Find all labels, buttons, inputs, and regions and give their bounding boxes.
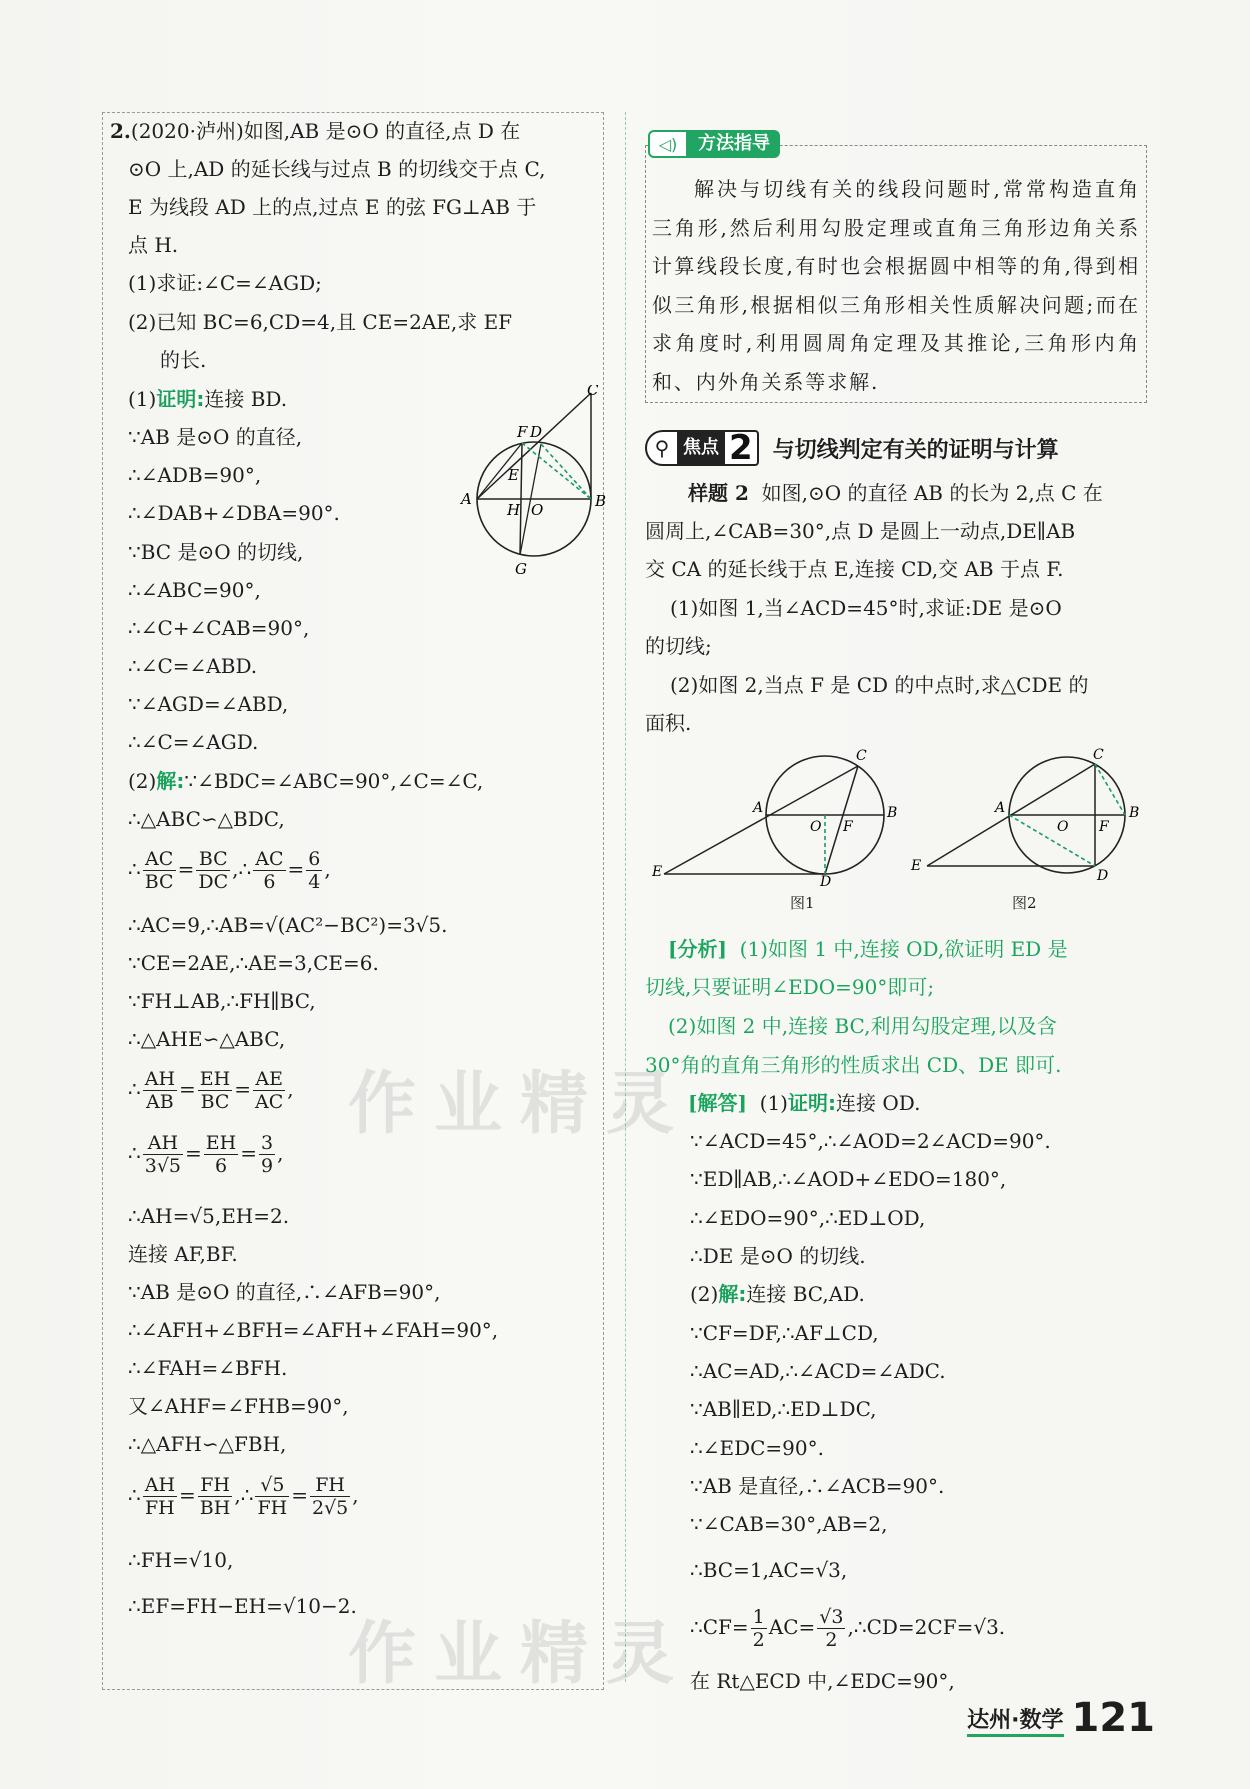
answer-fraction-line: ∴CF= $\frac{1}{2}$ AC= $\frac{√3}{2}$ ,∴CD=2CF=√3. [690,1606,1006,1651]
solution-line: ∴△ABC∽△BDC, [128,807,285,831]
svg-text:C: C [587,385,599,399]
figure-1-caption: 图1 [790,894,815,912]
analysis-line: 30°角的直角三角形的性质求出 CD、DE 即可. [645,1053,1062,1077]
example-label: 样题 2 [688,481,749,505]
solution-line: ∵FH⊥AB,∴FH∥BC, [128,989,316,1013]
focus-header [645,430,1059,466]
question-number: 2. [110,119,131,143]
answer-line: ∴AC=AD,∴∠ACD=∠ADC. [690,1359,946,1383]
analysis-line: [分析] (1)如图 1 中,连接 OD,欲证明 ED 是 [668,937,1068,961]
svg-text:A: A [995,800,1006,816]
method-guide-tag [648,128,786,160]
answer-line: ∴∠EDO=90°,∴ED⊥OD, [690,1206,926,1230]
focus-badge [645,430,759,466]
answer-line: ∵ED∥AB,∴∠AOD+∠EDO=180°, [690,1167,1007,1191]
figure-2 [905,748,1150,888]
figure-2-caption: 图2 [1012,894,1037,912]
focus-badge-label: 焦点 [677,432,725,464]
solution-line: ∴∠C=∠ABD. [128,654,258,678]
solution-line: ∴△AFH∽△FBH, [128,1432,287,1456]
question-part-2: (2)已知 BC=6,CD=4,且 CE=2AE,求 EF [128,310,513,334]
magnifier-icon: ⚲ [654,436,670,460]
solution-line: ∵AB 是⊙O 的直径, [128,425,303,449]
solution-line: ∵∠AGD=∠ABD, [128,692,289,716]
example-line: 交 CA 的延长线于点 E,连接 CD,交 AB 于点 F. [645,557,1064,581]
svg-text:F: F [517,423,528,441]
focus-number: 2 [729,428,753,468]
svg-text:E: E [652,864,663,880]
method-guide-label: 方法指导 [688,130,780,158]
focus-title: 与切线判定有关的证明与计算 [772,437,1059,463]
watermark: 作业精灵 [348,1065,693,1144]
fraction-line-4: ∴ $\frac{AH}{FH}$ = $\frac{FH}{BH}$ ,∴ $\frac{√5}{FH}$ = $\frac{FH}{2√5}$ , [128,1474,359,1519]
svg-text:C: C [856,748,867,764]
svg-text:O: O [1057,819,1069,835]
column-divider [625,112,626,1682]
solution-line: 又∠AHF=∠FHB=90°, [128,1394,349,1418]
fraction-line-3: ∴ $\frac{AH}{3√5}$ = $\frac{EH}{6}$ = $\frac{3}{9}$ , [128,1132,284,1177]
answer-line: ∵AB∥ED,∴ED⊥DC, [690,1397,877,1421]
solution-line: ∴∠DAB+∠DBA=90°. [128,501,340,525]
question-line: ⊙O 上,AD 的延长线与过点 B 的切线交于点 C, [128,157,546,181]
svg-text:F: F [843,819,853,835]
svg-text:B: B [1129,805,1140,821]
solution-line: ∴AH=√5,EH=2. [128,1204,290,1228]
solution-1-start: (1)证明:连接 BD. [128,387,288,411]
method-guide-text: 解决与切线有关的线段问题时,常常构造直角三角形,然后利用勾股定理或直角三角形边角关系计算线段长度,有时也会根据圆中相等的角,得到相似三角形,根据相似三角形相关性质解决问题;而在求角度时,利用圆周角定理及其推论,三角形内角和、内外角关系等求解. [652,177,1140,394]
example-part-2: (2)如图 2,当点 F 是 CD 的中点时,求△CDE 的 [670,673,1089,697]
answer-line: ∴∠EDC=90°. [690,1436,824,1460]
question-line: 2.(2020·泸州)如图,AB 是⊙O 的直径,点 D 在 [110,119,521,143]
svg-text:F: F [1099,819,1109,835]
svg-text:O: O [531,501,544,519]
svg-text:B: B [595,492,607,510]
svg-text:A: A [753,800,764,816]
solution-line: ∴∠AFH+∠BFH=∠AFH+∠FAH=90°, [128,1318,499,1342]
answer-line: ∵CF=DF,∴AF⊥CD, [690,1321,879,1345]
svg-text:B: B [887,805,898,821]
solve-label: 解: [156,769,185,793]
solution-line: ∴∠FAH=∠BFH. [128,1356,288,1380]
solution-2-start: (2)解:∵∠BDC=∠ABC=90°,∠C=∠C, [128,769,484,793]
svg-text:D: D [820,874,832,888]
fraction-line-1: ∴ $\frac{AC}{BC}$ = $\frac{BC}{DC}$ ,∴ $\frac{AC}{6}$ = $\frac{6}{4}$ , [128,848,331,893]
proof-label: 证明: [156,387,205,411]
question-part-1: (1)求证:∠C=∠AGD; [128,271,322,295]
fraction-line-2: ∴ $\frac{AH}{AB}$ = $\frac{EH}{BC}$ = $\frac{AE}{AC}$ , [128,1068,294,1113]
svg-text:H: H [507,501,521,519]
question-line: E 为线段 AD 上的点,过点 E 的弦 FG⊥AB 于 [128,195,537,219]
example-line: 的切线; [645,634,712,658]
svg-text:E: E [508,466,519,484]
answer-part-2: (2)解:连接 BC,AD. [690,1282,865,1306]
example-line: 圆周上,∠CAB=30°,点 D 是圆上一动点,DE∥AB [645,519,1076,543]
example-line: 样题 2 如图,⊙O 的直径 AB 的长为 2,点 C 在 [688,481,1103,505]
answer-line: ∵∠CAB=30°,AB=2, [690,1512,888,1536]
solve-label: 解: [718,1282,747,1306]
speaker-icon: ◁) [648,130,688,158]
solution-line: 连接 AF,BF. [128,1242,238,1266]
example-part-1: (1)如图 1,当∠ACD=45°时,求证:DE 是⊙O [670,596,1062,620]
analysis-line: 切线,只要证明∠EDO=90°即可; [645,975,935,999]
circle-figure-left [455,385,610,580]
svg-text:E: E [911,858,922,874]
answer-line: ∵AB 是直径,∴∠ACB=90°. [690,1474,945,1498]
answer-start: [解答] (1)证明:连接 OD. [688,1091,921,1115]
page-number: 121 [1071,1695,1155,1741]
watermark: 作业精灵 [348,1615,693,1694]
svg-text:D: D [1097,868,1109,884]
svg-text:C: C [1093,748,1104,763]
solution-line: ∴FH=√10, [128,1548,234,1572]
proof-label: 证明: [788,1091,836,1115]
svg-text:G: G [515,560,527,578]
svg-text:A: A [461,490,472,508]
svg-text:O: O [810,819,822,835]
analysis-line: (2)如图 2 中,连接 BC,利用勾股定理,以及含 [668,1014,1057,1038]
solution-line: ∵BC 是⊙O 的切线, [128,540,304,564]
solution-line: ∵CE=2AE,∴AE=3,CE=6. [128,951,379,975]
analysis-label: [分析] [668,937,727,961]
example-line: 面积. [645,711,692,735]
svg-text:D: D [530,423,543,441]
solution-line: ∴AC=9,∴AB=√(AC²−BC²)=3√5. [128,913,448,937]
answer-line: ∴BC=1,AC=√3, [690,1558,848,1582]
solution-line: ∴∠ADB=90°, [128,463,262,487]
solution-line: ∴∠ABC=90°, [128,578,261,602]
question-line: 的长. [160,348,207,372]
solution-line: ∴∠C+∠CAB=90°, [128,616,310,640]
answer-label: [解答] [688,1091,747,1115]
figure-1 [650,748,910,888]
answer-line: 在 Rt△ECD 中,∠EDC=90°, [690,1669,955,1693]
footer-subject: 达州·数学 [967,1703,1063,1737]
solution-line: ∴∠C=∠AGD. [128,730,259,754]
answer-line: ∵∠ACD=45°,∴∠AOD=2∠ACD=90°. [690,1129,1051,1153]
solution-line: ∵AB 是⊙O 的直径,∴∠AFB=90°, [128,1280,441,1304]
page-footer [967,1695,1155,1741]
question-line: 点 H. [128,233,179,257]
solution-final: ∴EF=FH−EH=√10−2. [128,1594,357,1618]
answer-line: ∴DE 是⊙O 的切线. [690,1244,866,1268]
solution-line: ∴△AHE∽△ABC, [128,1027,286,1051]
